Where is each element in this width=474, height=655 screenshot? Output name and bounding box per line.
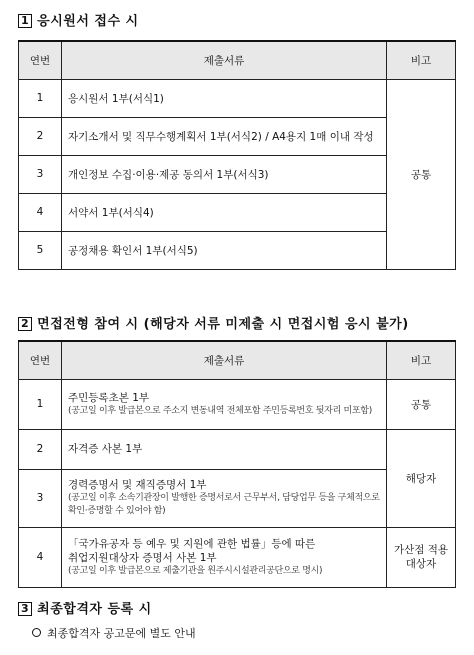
header-no: 연번: [19, 341, 62, 379]
row-doc: 자격증 사본 1부: [68, 443, 143, 455]
header-docs: 제출서류: [62, 341, 387, 379]
row-doc: 자기소개서 및 직무수행계획서 1부(서식2) / A4용지 1매 이내 작성: [62, 117, 387, 155]
row-note-line1: 가산점 적용: [393, 544, 449, 556]
row-doc: 주민등록초본 1부: [68, 391, 150, 404]
section3-bullet-text: 최종합격자 공고문에 별도 안내: [47, 627, 196, 640]
row-doc: 「국가유공자 등 예우 및 지원에 관한 법률」등에 따른: [68, 537, 316, 550]
row-doc-sub: (공고일 이후 발급본으로 주소지 변동내역 전체포함 주민등록번호 뒷자리 미포함): [68, 405, 372, 416]
row-note-line2: 대상자: [405, 558, 437, 570]
section1-title: [18, 10, 139, 29]
table-header-row: [19, 341, 456, 379]
section3-number: 3: [18, 602, 32, 616]
table-header-row: [19, 41, 456, 79]
row-doc-sub: (공고일 이후 발급본으로 제출기관을 원주시시설관리공단으로 명시): [68, 565, 323, 576]
row-no: 2: [19, 429, 62, 469]
table-row: [19, 379, 456, 429]
row-doc-line2: 취업지원대상자 증명서 사본 1부: [68, 551, 217, 564]
section2-title: [18, 313, 409, 332]
section1-number: 1: [18, 14, 32, 28]
row-note-cell: [387, 527, 456, 587]
section3-title-text: 최종합격자 등록 시: [37, 602, 152, 617]
row-no: 1: [19, 79, 62, 117]
row-no: 3: [19, 469, 62, 527]
row-no: 1: [19, 379, 62, 429]
row-doc: 경력증명서 및 재직증명서 1부: [68, 479, 207, 491]
section2-table: [18, 340, 456, 588]
header-docs: 제출서류: [62, 41, 387, 79]
row-note: 공통: [387, 379, 456, 429]
header-note: 비고: [387, 41, 456, 79]
row-doc-cell: [62, 379, 387, 429]
header-no: 연번: [19, 41, 62, 79]
table-row: [19, 527, 456, 587]
row-doc: 응시원서 1부(서식1): [62, 79, 387, 117]
section2-number: 2: [18, 317, 32, 331]
circle-bullet-icon: [32, 628, 41, 637]
row-doc-sub: (공고일 이후 소속기관장이 발행한 증명서로서 근무부서, 담당업무 등을 구체적으로 확인·증명할 수 있어야 함): [68, 493, 380, 516]
row-doc-cell: [62, 527, 387, 587]
section2-title-text: 면접전형 참여 시 (해당자 서류 미제출 시 면접시험 응시 불가): [37, 317, 409, 332]
row-no: 2: [19, 117, 62, 155]
section3-bullet: [32, 625, 196, 641]
row-note-common: 공통: [387, 79, 456, 269]
table-row: [19, 429, 456, 469]
row-doc: 서약서 1부(서식4): [62, 193, 387, 231]
row-doc: 공정채용 확인서 1부(서식5): [62, 231, 387, 269]
section1-table: [18, 40, 456, 270]
row-no: 4: [19, 193, 62, 231]
row-doc-cell: [62, 469, 387, 527]
table-row: [19, 79, 456, 117]
header-note: 비고: [387, 341, 456, 379]
row-doc-cell: [62, 429, 387, 469]
row-note-applicable: 해당자: [387, 429, 456, 527]
row-no: 4: [19, 527, 62, 587]
row-no: 5: [19, 231, 62, 269]
section1-title-text: 응시원서 접수 시: [37, 14, 139, 29]
section3-title: [18, 598, 152, 617]
row-no: 3: [19, 155, 62, 193]
row-doc: 개인정보 수집·이용·제공 동의서 1부(서식3): [62, 155, 387, 193]
